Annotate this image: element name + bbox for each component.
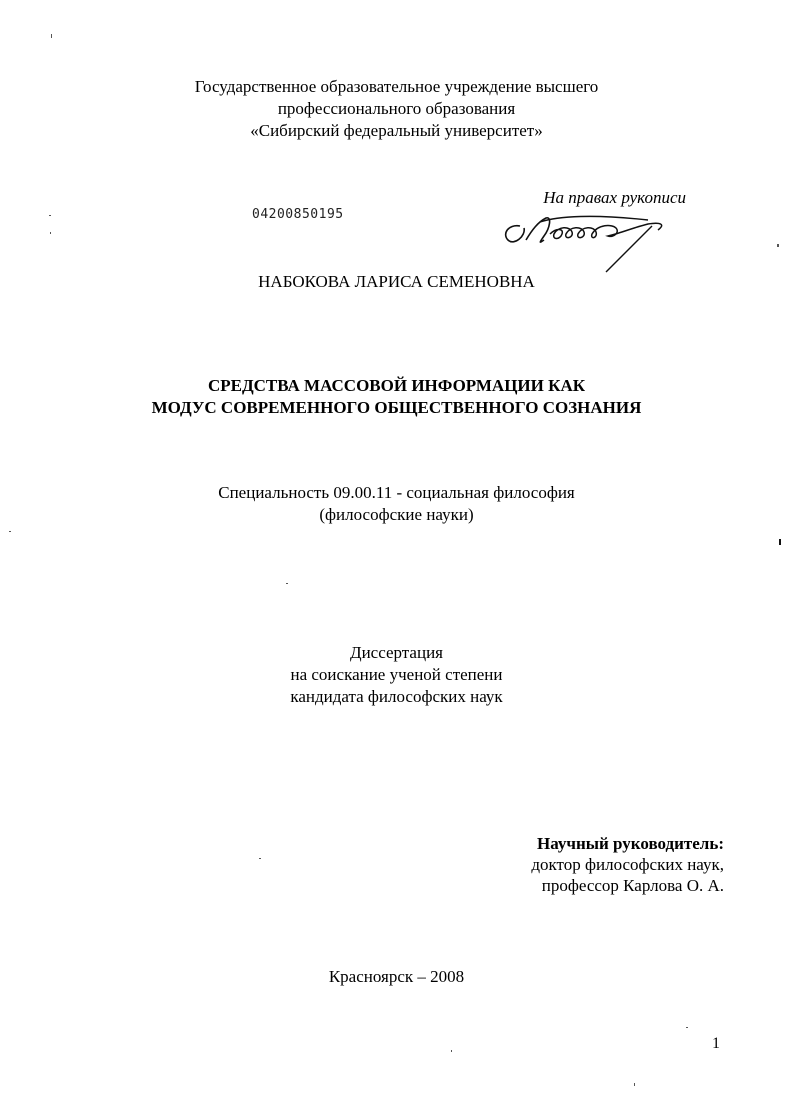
institution-line-3: «Сибирский федеральный университет» — [250, 121, 543, 140]
place-year: Красноярск – 2008 — [328, 967, 465, 986]
scan-speck — [9, 531, 11, 532]
author-name: НАБОКОВА ЛАРИСА СЕМЕНОВНА — [258, 272, 535, 291]
institution-line-1: Государственное образовательное учреждение высшего — [194, 77, 599, 96]
scan-speck — [686, 1027, 688, 1028]
supervisor-heading: Научный руководитель: — [537, 834, 724, 853]
archive-number: 04200850195 — [252, 207, 344, 222]
institution-line-2: профессионального образования — [277, 99, 516, 118]
scan-speck — [259, 858, 261, 859]
scan-speck — [286, 583, 288, 584]
page-number: 1 — [712, 1035, 720, 1052]
scan-speck — [634, 1083, 635, 1086]
supervisor-line-1: доктор философских наук, — [531, 855, 724, 874]
title-line-2: МОДУС СОВРЕМЕННОГО ОБЩЕСТВЕННОГО СОЗНАНИЯ — [151, 398, 642, 417]
degree-line-1: Диссертация — [349, 643, 443, 662]
scan-speck — [779, 539, 781, 545]
signature-image — [498, 210, 678, 276]
scan-speck — [51, 34, 52, 38]
title-line-1: СРЕДСТВА МАССОВОЙ ИНФОРМАЦИИ КАК — [207, 376, 586, 395]
degree-line-3: кандидата философских наук — [290, 687, 503, 706]
manuscript-note: На правах рукописи — [543, 188, 686, 207]
scan-speck — [50, 232, 51, 234]
scan-speck — [49, 215, 51, 216]
scan-speck — [777, 244, 779, 247]
specialty-line-2: (философские науки) — [319, 505, 474, 524]
specialty-line-1: Специальность 09.00.11 - социальная философия — [218, 483, 575, 502]
scan-speck — [451, 1050, 452, 1052]
supervisor-line-2: профессор Карлова О. А. — [541, 876, 724, 895]
degree-line-2: на соискание ученой степени — [290, 665, 503, 684]
